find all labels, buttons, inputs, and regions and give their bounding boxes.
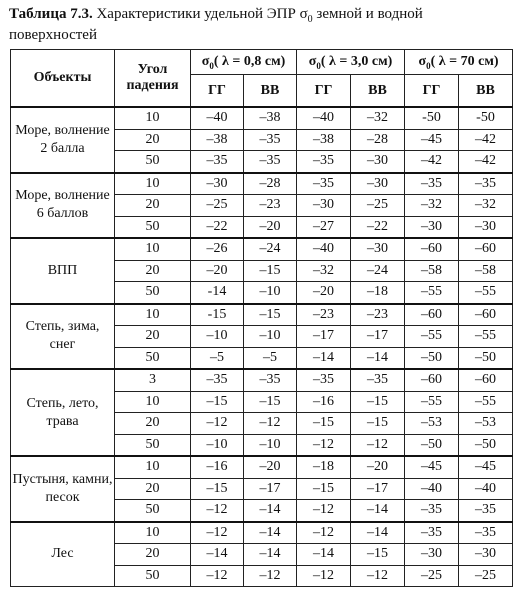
rcs-value: –14 [244, 522, 297, 544]
header-pol-4: ГГ [405, 75, 459, 108]
rcs-value: –20 [351, 456, 405, 478]
rcs-value: –50 [459, 347, 513, 369]
rcs-value: -50 [459, 107, 513, 129]
object-name: Лес [11, 522, 115, 587]
header-objects: Объекты [11, 50, 115, 108]
rcs-value: –30 [191, 173, 244, 195]
rcs-value: –14 [244, 544, 297, 566]
incidence-angle: 50 [115, 282, 191, 304]
header-group-0-sub: 0 [209, 60, 214, 71]
incidence-angle: 50 [115, 565, 191, 587]
rcs-value: –17 [351, 478, 405, 500]
object-name: Степь, зима, снег [11, 304, 115, 370]
rcs-value: –40 [297, 107, 351, 129]
rcs-value: –55 [405, 282, 459, 304]
incidence-angle: 20 [115, 413, 191, 435]
incidence-angle: 10 [115, 391, 191, 413]
rcs-value: –25 [191, 195, 244, 217]
rcs-value: –32 [297, 260, 351, 282]
rcs-value: –24 [351, 260, 405, 282]
rcs-value: –20 [244, 456, 297, 478]
rcs-value: –14 [297, 544, 351, 566]
rcs-value: –55 [459, 326, 513, 348]
rcs-value: –35 [351, 369, 405, 391]
rcs-value: –25 [351, 195, 405, 217]
incidence-angle: 10 [115, 173, 191, 195]
table-header [11, 50, 513, 108]
rcs-value: –42 [459, 129, 513, 151]
rcs-value: –10 [244, 326, 297, 348]
caption-number: Таблица 7.3. [9, 6, 93, 22]
rcs-value: –15 [297, 478, 351, 500]
header-group-2 [405, 50, 513, 75]
table-row [11, 238, 513, 260]
rcs-value: –30 [405, 544, 459, 566]
incidence-angle: 50 [115, 500, 191, 522]
rcs-value: –28 [244, 173, 297, 195]
rcs-value: –12 [244, 565, 297, 587]
header-group-0 [191, 50, 297, 75]
rcs-value: –5 [244, 347, 297, 369]
object-name: Море, волнение 6 баллов [11, 173, 115, 239]
rcs-value: –22 [191, 216, 244, 238]
rcs-value: –23 [297, 304, 351, 326]
table-row [11, 522, 513, 544]
rcs-value: –30 [405, 216, 459, 238]
rcs-value: –12 [297, 500, 351, 522]
header-group-2-sub: 0 [426, 60, 431, 71]
rcs-value: –38 [297, 129, 351, 151]
table-body [11, 107, 513, 587]
incidence-angle: 20 [115, 195, 191, 217]
rcs-value: –23 [351, 304, 405, 326]
rcs-value: –53 [459, 413, 513, 435]
table-row [11, 304, 513, 326]
rcs-value: –20 [191, 260, 244, 282]
rcs-value: –20 [297, 282, 351, 304]
rcs-value: –12 [351, 434, 405, 456]
incidence-angle: 50 [115, 216, 191, 238]
rcs-value: –35 [459, 173, 513, 195]
rcs-value: -50 [405, 107, 459, 129]
table-row [11, 107, 513, 129]
rcs-value: –12 [297, 565, 351, 587]
rcs-value: –17 [244, 478, 297, 500]
caption-sigma-sub: 0 [307, 14, 313, 25]
rcs-value: –14 [351, 522, 405, 544]
rcs-value: –30 [459, 544, 513, 566]
object-name: ВПП [11, 238, 115, 304]
incidence-angle: 10 [115, 456, 191, 478]
header-pol-3: ВВ [351, 75, 405, 108]
header-pol-2: ГГ [297, 75, 351, 108]
rcs-value: –32 [459, 195, 513, 217]
rcs-value: –16 [191, 456, 244, 478]
rcs-value: –25 [459, 565, 513, 587]
rcs-value: -14 [191, 282, 244, 304]
rcs-value: –38 [244, 107, 297, 129]
rcs-value: –35 [244, 151, 297, 173]
rcs-value: –25 [405, 565, 459, 587]
incidence-angle: 50 [115, 347, 191, 369]
header-group-1-sub: 0 [316, 60, 321, 71]
rcs-table [10, 49, 513, 587]
rcs-value: –35 [405, 173, 459, 195]
incidence-angle: 50 [115, 151, 191, 173]
rcs-value: –15 [191, 391, 244, 413]
incidence-angle: 10 [115, 107, 191, 129]
rcs-value: –35 [244, 129, 297, 151]
rcs-value: –12 [244, 413, 297, 435]
rcs-value: –15 [244, 304, 297, 326]
rcs-value: –50 [459, 434, 513, 456]
rcs-value: –12 [191, 500, 244, 522]
rcs-value: –50 [405, 434, 459, 456]
header-group-2-param: ( λ = 70 см) [430, 53, 499, 69]
rcs-value: –38 [191, 129, 244, 151]
rcs-value: –15 [244, 260, 297, 282]
rcs-value: –14 [351, 347, 405, 369]
rcs-value: –55 [459, 391, 513, 413]
table-caption [9, 4, 514, 46]
incidence-angle: 3 [115, 369, 191, 391]
table-row [11, 456, 513, 478]
rcs-value: –58 [459, 260, 513, 282]
rcs-value: –55 [405, 326, 459, 348]
incidence-angle: 10 [115, 238, 191, 260]
header-angle: Угол падения [115, 50, 191, 108]
rcs-value: -15 [191, 304, 244, 326]
rcs-value: –14 [351, 500, 405, 522]
rcs-value: –10 [191, 434, 244, 456]
rcs-value: –14 [191, 544, 244, 566]
rcs-value: –16 [297, 391, 351, 413]
incidence-angle: 20 [115, 544, 191, 566]
rcs-value: –32 [405, 195, 459, 217]
rcs-value: –45 [459, 456, 513, 478]
rcs-value: –60 [459, 304, 513, 326]
rcs-value: –5 [191, 347, 244, 369]
table-row [11, 369, 513, 391]
rcs-value: –12 [191, 565, 244, 587]
rcs-value: –35 [297, 369, 351, 391]
caption-sigma [299, 6, 313, 25]
rcs-value: –14 [244, 500, 297, 522]
rcs-value: –20 [244, 216, 297, 238]
rcs-value: –17 [297, 326, 351, 348]
rcs-value: –45 [405, 456, 459, 478]
object-name: Степь, лето, трава [11, 369, 115, 456]
rcs-value: –24 [244, 238, 297, 260]
rcs-value: –28 [351, 129, 405, 151]
rcs-value: –40 [459, 478, 513, 500]
rcs-value: –60 [459, 369, 513, 391]
rcs-value: –15 [351, 413, 405, 435]
object-name: Пустыня, камни, песок [11, 456, 115, 522]
rcs-value: –42 [459, 151, 513, 173]
caption-sigma-symbol: σ [299, 6, 308, 22]
rcs-value: –30 [351, 173, 405, 195]
header-group-1-param: ( λ = 3,0 см) [320, 53, 393, 69]
rcs-value: –10 [244, 434, 297, 456]
rcs-value: –50 [405, 347, 459, 369]
rcs-value: –10 [191, 326, 244, 348]
header-pol-5: ВВ [459, 75, 513, 108]
rcs-value: –26 [191, 238, 244, 260]
rcs-value: –40 [405, 478, 459, 500]
caption-text-after: земной и водной поверхностей [9, 6, 423, 43]
rcs-value: –12 [297, 434, 351, 456]
rcs-value: –35 [191, 151, 244, 173]
header-group-1 [297, 50, 405, 75]
rcs-value: –30 [351, 151, 405, 173]
rcs-value: –60 [405, 369, 459, 391]
incidence-angle: 20 [115, 260, 191, 282]
rcs-value: –12 [191, 522, 244, 544]
rcs-value: –35 [297, 173, 351, 195]
incidence-angle: 10 [115, 522, 191, 544]
rcs-value: –18 [351, 282, 405, 304]
incidence-angle: 20 [115, 326, 191, 348]
rcs-value: –15 [297, 413, 351, 435]
header-group-1-sigma: σ [308, 53, 317, 69]
rcs-value: –15 [191, 478, 244, 500]
rcs-value: –18 [297, 456, 351, 478]
rcs-value: –15 [351, 544, 405, 566]
rcs-value: –10 [244, 282, 297, 304]
rcs-value: –23 [244, 195, 297, 217]
incidence-angle: 10 [115, 304, 191, 326]
rcs-value: –15 [244, 391, 297, 413]
rcs-value: –35 [459, 500, 513, 522]
rcs-value: –35 [191, 369, 244, 391]
rcs-value: –45 [405, 129, 459, 151]
rcs-value: –35 [244, 369, 297, 391]
rcs-value: –55 [459, 282, 513, 304]
header-group-0-param: ( λ = 0,8 см) [213, 53, 286, 69]
rcs-value: –30 [351, 238, 405, 260]
rcs-value: –40 [297, 238, 351, 260]
rcs-value: –53 [405, 413, 459, 435]
header-pol-0: ГГ [191, 75, 244, 108]
rcs-value: –27 [297, 216, 351, 238]
rcs-value: –42 [405, 151, 459, 173]
rcs-value: –32 [351, 107, 405, 129]
header-pol-1: ВВ [244, 75, 297, 108]
rcs-value: –14 [297, 347, 351, 369]
incidence-angle: 50 [115, 434, 191, 456]
incidence-angle: 20 [115, 129, 191, 151]
rcs-value: –55 [405, 391, 459, 413]
rcs-value: –17 [351, 326, 405, 348]
rcs-value: –35 [405, 500, 459, 522]
rcs-value: –12 [351, 565, 405, 587]
rcs-value: –35 [297, 151, 351, 173]
rcs-value: –15 [351, 391, 405, 413]
rcs-value: –22 [351, 216, 405, 238]
rcs-value: –12 [191, 413, 244, 435]
rcs-value: –30 [459, 216, 513, 238]
rcs-value: –58 [405, 260, 459, 282]
rcs-value: –30 [297, 195, 351, 217]
rcs-value: –60 [405, 304, 459, 326]
caption-text-before: Характеристики удельной ЭПР [96, 6, 296, 22]
table-row [11, 173, 513, 195]
header-group-0-sigma: σ [201, 53, 210, 69]
incidence-angle: 20 [115, 478, 191, 500]
rcs-value: –40 [191, 107, 244, 129]
rcs-value: –60 [459, 238, 513, 260]
rcs-value: –60 [405, 238, 459, 260]
object-name: Море, волнение 2 балла [11, 107, 115, 173]
rcs-value: –12 [297, 522, 351, 544]
rcs-value: –35 [459, 522, 513, 544]
header-group-2-sigma: σ [418, 53, 427, 69]
rcs-value: –35 [405, 522, 459, 544]
